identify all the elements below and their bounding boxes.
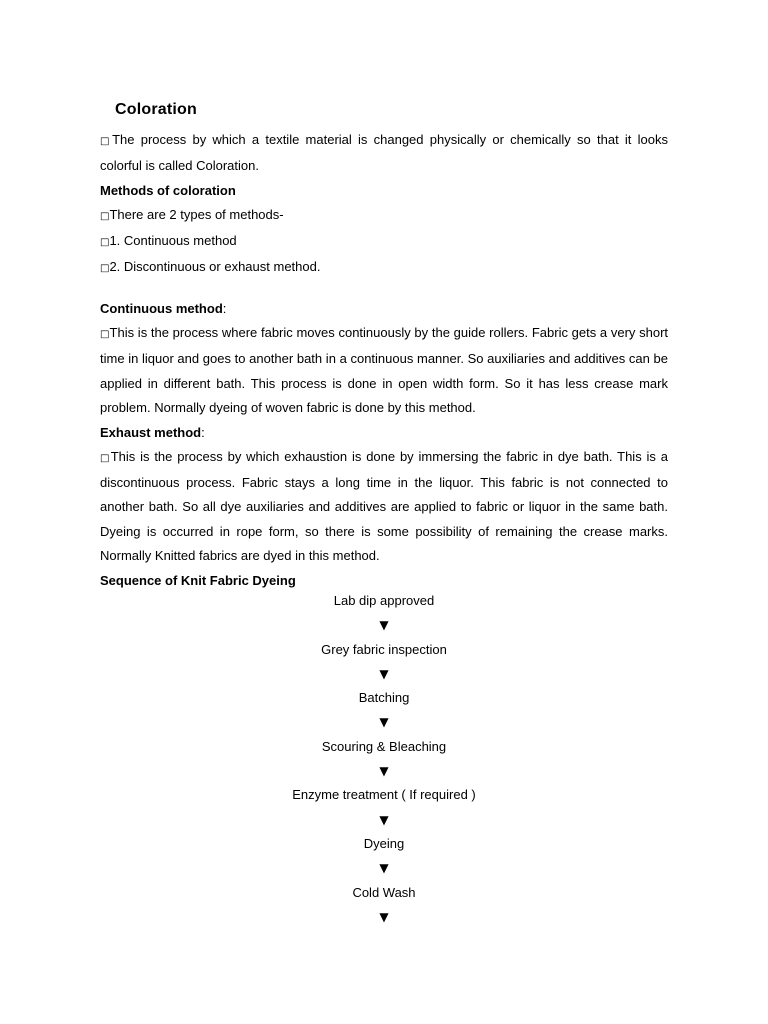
- down-arrow-icon: ▼: [379, 715, 389, 730]
- methods-line: □1. Continuous method: [100, 233, 237, 249]
- flow-step: Lab dip approved: [333, 593, 435, 608]
- methods-heading: Methods of coloration: [100, 182, 236, 198]
- bullet-icon: □: [100, 452, 111, 464]
- dyeing-sequence-flow: [100, 589, 668, 929]
- intro-section: [100, 128, 668, 281]
- methods-line: □2. Discontinuous or exhaust method.: [100, 259, 321, 275]
- exhaust-heading: Exhaust method:: [100, 424, 205, 440]
- down-arrow-icon: ▼: [379, 861, 389, 876]
- sequence-heading: Sequence of Knit Fabric Dyeing: [100, 572, 296, 588]
- exhaust-paragraph: □This is the process by which exhaustion is done by immersing the fabric in dye bath. This is a discontinuous process. Fabric stays a long time in the liquor. This fabric is not connected to another bath. So all dye auxiliaries and additives are applied to fabric or liquor in the same bath. Dyeing is occurred in rope form, so there is some possibility of remaining the crease marks. Normally Knitted fabrics are dyed in this method.: [100, 448, 669, 564]
- down-arrow-icon: ▼: [379, 666, 389, 681]
- bullet-icon: □: [100, 210, 110, 222]
- flow-step: Grey fabric inspection: [321, 641, 447, 657]
- continuous-section: [100, 297, 668, 593]
- down-arrow-icon: ▼: [379, 909, 389, 924]
- down-arrow-icon: ▼: [379, 618, 389, 633]
- down-arrow-icon: ▼: [379, 812, 389, 827]
- flow-step: Scouring & Bleaching: [321, 738, 447, 754]
- bullet-icon: □: [100, 329, 110, 340]
- flow-step: Dyeing: [363, 835, 405, 851]
- flow-step: Batching: [358, 690, 410, 706]
- bullet-icon: □: [100, 136, 113, 147]
- methods-line: □There are 2 types of methods-: [100, 206, 284, 222]
- bullet-icon: □: [100, 263, 110, 275]
- down-arrow-icon: ▼: [379, 764, 389, 779]
- continuous-heading: Continuous method:: [100, 301, 227, 316]
- flow-step: Enzyme treatment ( If required ): [292, 787, 476, 803]
- flow-step: Cold Wash: [352, 884, 416, 900]
- intro-paragraph: □The process by which a textile material is changed physically or chemically so that it looks colorful is called Coloration.: [100, 132, 668, 174]
- bullet-icon: □: [100, 237, 110, 249]
- page-title: Coloration: [115, 101, 197, 118]
- continuous-paragraph: □This is the process where fabric moves continuously by the guide rollers. Fabric gets a very short time in liquor and goes to another bath in a continuous manner. So auxiliaries and additives can be applied in different bath. This process is done in open width form. So it has less crease mark problem. Normally dyeing of woven fabric is done by this method.: [100, 325, 669, 416]
